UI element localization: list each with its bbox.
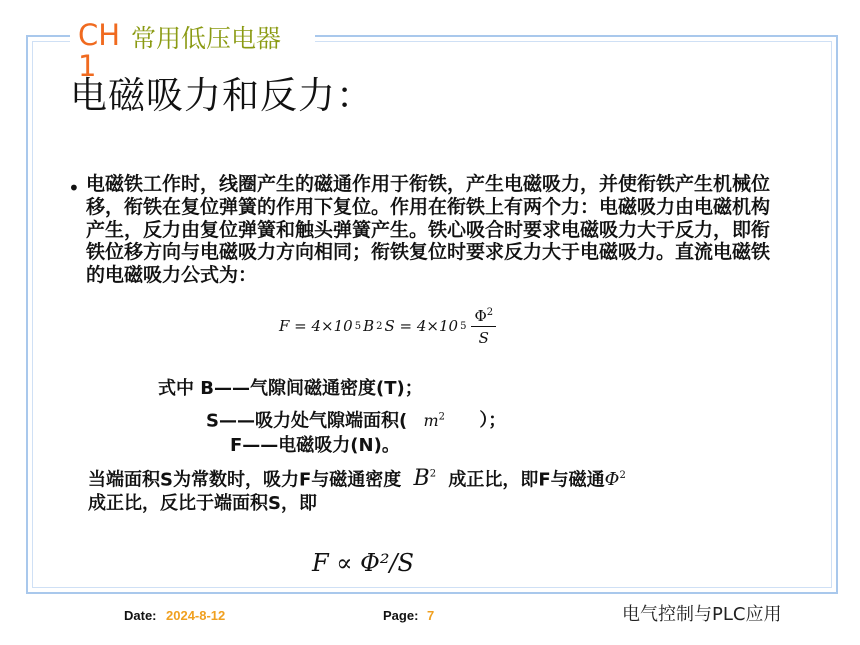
phi-squared: $\Phi^2$ xyxy=(604,469,626,491)
footer-page-value: 7 xyxy=(427,608,435,623)
formula-mid: S = 4×10 xyxy=(384,317,459,335)
footer-page-label: Page: xyxy=(383,608,419,623)
bullet-marker: • xyxy=(68,176,80,200)
definition-f: F——电磁吸力(N)。 xyxy=(230,435,400,456)
slide-title: 电磁吸力和反力： xyxy=(70,74,374,117)
formula-lhs: F = 4×10 xyxy=(279,317,353,335)
formula-denominator: S xyxy=(478,329,489,347)
footer-course-title: 电气控制与PLC应用 xyxy=(622,604,782,625)
unit-m2: $m^2$ xyxy=(423,411,446,431)
definition-s: S——吸力处气隙端面积( $m^2$ ）； xyxy=(206,410,507,432)
formula-exp1: 5 xyxy=(354,320,362,332)
proportionality-formula: F ∝ Φ²/S xyxy=(312,549,414,577)
footer-date-label: Date: xyxy=(124,608,157,623)
definition-b: 式中 B——气隙间磁通密度(T)； xyxy=(158,378,423,399)
formula-b: B xyxy=(363,317,375,335)
conclusion-line2: 成正比，反比于端面积S，即 xyxy=(88,493,317,514)
formula-numerator: $\Phi^2$ xyxy=(471,303,496,327)
conclusion-line1: 当端面积S为常数时，吸力F与磁通密度 $B^2$ 成正比，即F与磁通$\Phi^2$ xyxy=(88,466,626,492)
footer-date-value: 2024-8-12 xyxy=(166,608,226,623)
force-formula xyxy=(279,303,496,349)
b-squared: $B^2$ xyxy=(413,466,437,492)
formula-exp3: 5 xyxy=(460,320,467,332)
body-paragraph: 电磁铁工作时，线圈产生的磁通作用于衔铁，产生电磁吸力，并使衔铁产生机械位移，衔铁在复位弹簧的作用下复位。作用在衔铁上有两个力：电磁吸力由电磁机构产生，反力由复位弹簧和触头弹簧产生。铁心吸合时要求电磁吸力大于反力，即衔铁位移方向与电磁吸力方向相同；衔铁复位时要求反力大于电磁吸力。直流电磁铁的电磁吸力公式为： xyxy=(86,173,771,287)
formula-fraction xyxy=(471,303,496,349)
formula-exp2: 2 xyxy=(376,320,383,332)
chapter-title: 常用低压电器 xyxy=(131,24,282,53)
chapter-label: CH 1 xyxy=(78,18,121,83)
